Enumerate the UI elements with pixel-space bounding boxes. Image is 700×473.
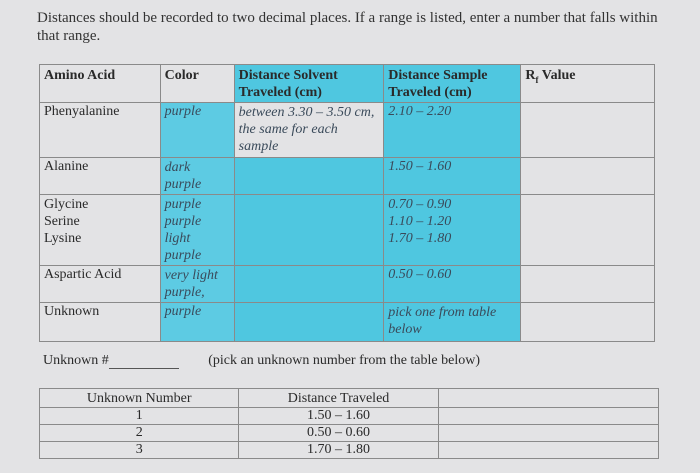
- table-row: [40, 158, 655, 195]
- header-distance-sample: Distance Sample Traveled (cm): [384, 65, 521, 103]
- cell-color: purple: [160, 303, 234, 342]
- unknown-table-row: [40, 442, 659, 459]
- header-rf-value: $R_f$ Value: [521, 65, 655, 103]
- cell-empty: [438, 425, 658, 442]
- cell-rf-value[interactable]: [521, 303, 655, 342]
- cell-amino-acid: Aspartic Acid: [40, 266, 161, 303]
- cell-distance-traveled: 0.50 – 0.60: [239, 425, 438, 442]
- cell-solvent-distance[interactable]: [234, 266, 384, 303]
- cell-solvent-distance[interactable]: [234, 158, 384, 195]
- unknown-label: Unknown #: [43, 353, 109, 368]
- header-color: Color: [160, 65, 234, 103]
- cell-solvent-distance[interactable]: [234, 195, 384, 266]
- cell-sample-distance: 0.70 – 0.90 1.10 – 1.20 1.70 – 1.80: [384, 195, 521, 266]
- unknown-table-row: [40, 408, 659, 425]
- table-row: [40, 195, 655, 266]
- cell-amino-acid: Glycine Serine Lysine: [40, 195, 161, 266]
- cell-solvent-distance[interactable]: between 3.30 – 3.50 cm, the same for each sample: [234, 103, 384, 158]
- header-unknown-number: Unknown Number: [40, 389, 239, 408]
- unknown-number-blank[interactable]: [109, 354, 179, 369]
- cell-amino-acid: Unknown: [40, 303, 161, 342]
- header-distance-traveled: Distance Traveled: [239, 389, 438, 408]
- table-row: [40, 266, 655, 303]
- table-row: [40, 303, 655, 342]
- cell-color: dark purple: [160, 158, 234, 195]
- unknown-note: (pick an unknown number from the table below): [208, 353, 480, 368]
- table-header-row: [40, 65, 655, 103]
- cell-solvent-distance[interactable]: [234, 303, 384, 342]
- cell-rf-value[interactable]: [521, 195, 655, 266]
- cell-unknown-number: 2: [40, 425, 239, 442]
- amino-acid-table: [39, 64, 655, 342]
- unknown-table-header-row: [40, 389, 659, 408]
- cell-rf-value[interactable]: [521, 103, 655, 158]
- header-amino-acid: Amino Acid: [40, 65, 161, 103]
- cell-amino-acid: Alanine: [40, 158, 161, 195]
- cell-sample-distance: 2.10 – 2.20: [384, 103, 521, 158]
- unknown-table: [39, 388, 659, 459]
- instructions-text: Distances should be recorded to two decimal places. If a range is listed, enter a number that falls within that range.: [37, 10, 658, 44]
- unknown-table-row: [40, 425, 659, 442]
- cell-sample-distance: 0.50 – 0.60: [384, 266, 521, 303]
- cell-unknown-number: 1: [40, 408, 239, 425]
- cell-rf-value[interactable]: [521, 266, 655, 303]
- cell-sample-distance: 1.50 – 1.60: [384, 158, 521, 195]
- cell-empty: [438, 408, 658, 425]
- cell-color: very light purple,: [160, 266, 234, 303]
- cell-sample-distance: pick one from table below: [384, 303, 521, 342]
- cell-distance-traveled: 1.70 – 1.80: [239, 442, 438, 459]
- cell-distance-traveled: 1.50 – 1.60: [239, 408, 438, 425]
- cell-unknown-number: 3: [40, 442, 239, 459]
- cell-rf-value[interactable]: [521, 158, 655, 195]
- cell-color: purple purple light purple: [160, 195, 234, 266]
- header-distance-solvent: Distance Solvent Traveled (cm): [234, 65, 384, 103]
- cell-amino-acid: Phenyalanine: [40, 103, 161, 158]
- cell-color: purple: [160, 103, 234, 158]
- cell-empty: [438, 442, 658, 459]
- header-empty: [438, 389, 658, 408]
- table-row: [40, 103, 655, 158]
- unknown-number-prompt: [43, 353, 480, 369]
